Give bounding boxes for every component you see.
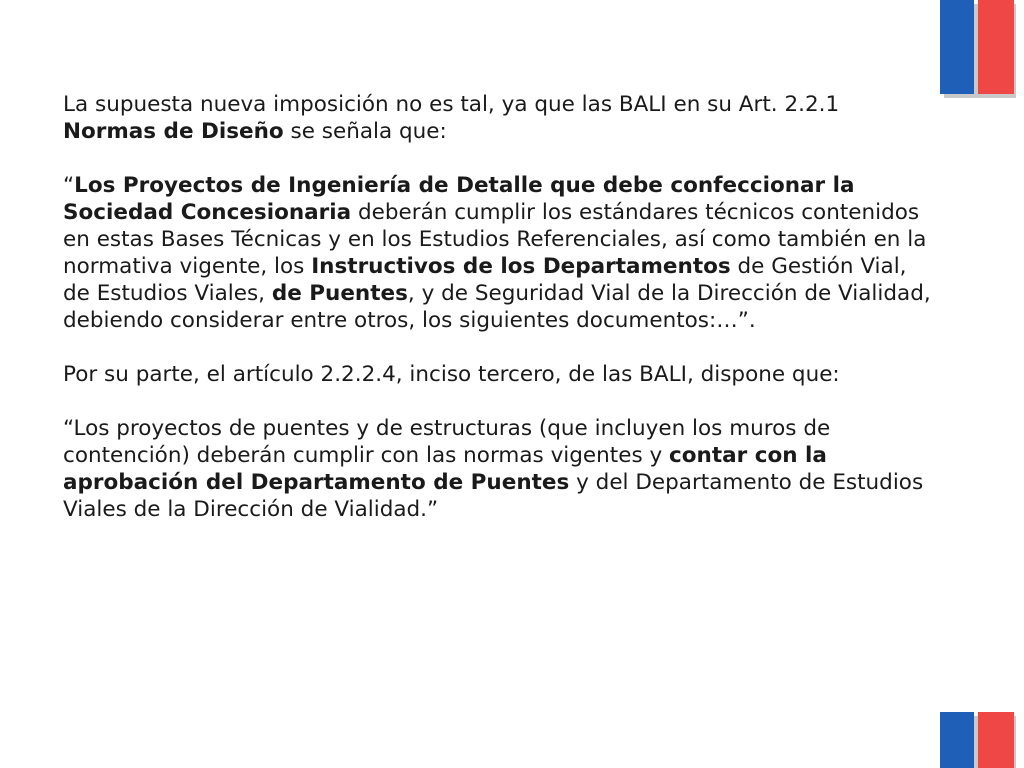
flag-red-stripe xyxy=(978,0,1014,94)
bold-text: Instructivos de los Departamentos xyxy=(311,254,731,279)
text-segment: , y de Seguridad Vial de la Dirección de Vialidad, debiendo considerar entre otros, los siguientes documentos:…”. xyxy=(63,281,931,333)
text-segment: “ xyxy=(63,173,75,198)
bold-text: Los Proyectos de Ingeniería de Detalle que debe confeccionar la Sociedad Concesionaria xyxy=(63,173,855,225)
text-segment: Por su parte, el artículo 2.2.2.4, inciso tercero, de las BALI, dispone que: xyxy=(63,362,840,387)
bold-text: contar con la aprobación del Departamento de Puentes xyxy=(63,443,827,495)
slide-body-text xyxy=(63,91,931,523)
flag-red-stripe xyxy=(978,712,1014,768)
text-segment: de Gestión Vial, de Estudios Viales, xyxy=(63,254,907,306)
paragraph xyxy=(63,361,931,388)
bold-text: de Puentes xyxy=(271,281,408,306)
flag-blue-stripe xyxy=(940,712,974,768)
text-segment: y del Departamento de Estudios Viales de la Dirección de Vialidad.” xyxy=(63,470,924,522)
text-segment: La supuesta nueva imposición no es tal, ya que las BALI en su Art. 2.2.1 xyxy=(63,92,840,117)
bold-text: Normas de Diseño xyxy=(63,119,284,144)
chile-flag-logo-bottom xyxy=(940,712,1020,768)
flag-blue-stripe xyxy=(940,0,974,94)
text-segment: deberán cumplir los estándares técnicos contenidos en estas Bases Técnicas y en los Estudios Referenciales, así como también en la normativa vigente, los xyxy=(63,200,927,279)
chile-flag-logo-top xyxy=(940,0,1020,100)
text-segment: se señala que: xyxy=(283,119,447,144)
text-segment: “Los proyectos de puentes y de estructuras (que incluyen los muros de contención) deberán cumplir con las normas vigentes y xyxy=(63,416,831,468)
paragraph xyxy=(63,172,931,334)
paragraph xyxy=(63,91,931,145)
paragraph xyxy=(63,415,931,523)
